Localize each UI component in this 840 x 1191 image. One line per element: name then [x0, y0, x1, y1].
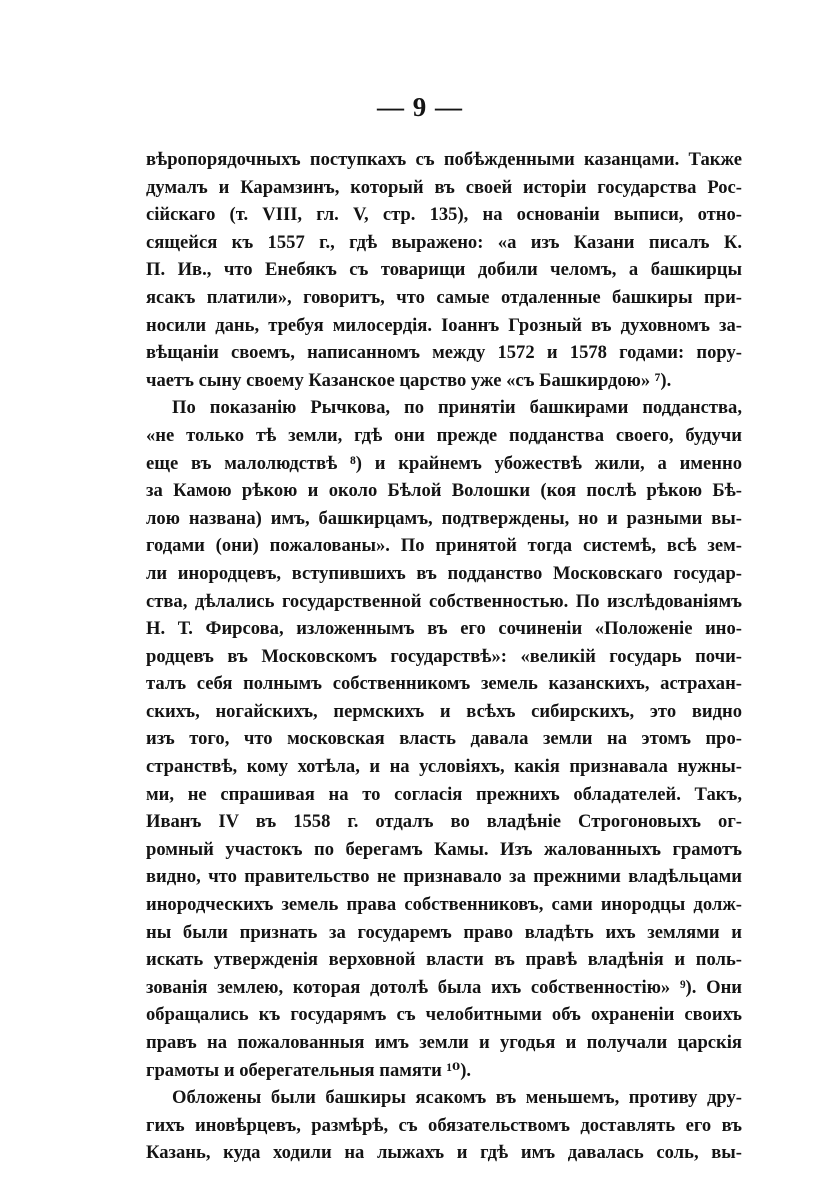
- text-line: правъ на пожалованныя имъ земли и угодья и получали царскія: [146, 1032, 742, 1053]
- text-line: сійскаго (т. VIII, гл. V, стр. 135), на основаніи выписи, отно-: [146, 204, 742, 226]
- text-line: зованія землею, которая дотолѣ была ихъ собственностію» ⁹). Они: [146, 976, 742, 998]
- text-line: за Камою рѣкою и около Бѣлой Волошки (коя послѣ рѣкою Бѣ-: [146, 480, 742, 502]
- text-line: искать утвержденія верховной власти въ правѣ владѣнія и поль-: [146, 949, 742, 971]
- text-line: чаетъ сыну своему Казанское царство уже «съ Башкирдою» ⁷).: [146, 369, 672, 391]
- text-line: лою названа) имъ, башкирцамъ, подтверждены, но и разными вы-: [146, 507, 742, 529]
- text-line: видно, что правительство не признавало за прежними владѣльцами: [146, 866, 742, 888]
- text-line: ли инородцевъ, вступившихъ въ подданство Московскаго государ-: [146, 562, 742, 584]
- text-line: ми, не спрашивая на то согласія прежнихъ обладателей. Такъ,: [146, 783, 742, 805]
- text-line: грамоты и оберегательныя памяти ¹⁰).: [146, 1059, 472, 1081]
- text-line: ромный участокъ по берегамъ Камы. Изъ жалованныхъ грамотъ: [146, 838, 742, 860]
- text-line: П. Ив., что Енебякъ съ товарищи добили челомъ, а башкирцы: [146, 259, 742, 281]
- text-line: ны были признать за государемъ право владѣть ихъ землями и: [146, 921, 742, 943]
- text-line: ства, дѣлались государственной собственностью. По изслѣдованіямъ: [146, 590, 742, 612]
- text-line: вѣщаніи своемъ, написанномъ между 1572 и 1578 годами: пору-: [146, 342, 742, 364]
- text-line: сящейся къ 1557 г., гдѣ выражено: «а изъ Казани писалъ К.: [146, 231, 742, 253]
- text-line: Казань, куда ходили на лыжахъ и гдѣ имъ давалась соль, вы-: [146, 1142, 742, 1164]
- text-line: ясакъ платили», говоритъ, что самые отдаленные башкиры при-: [146, 286, 742, 308]
- text-line: странствѣ, кому хотѣла, и на условіяхъ, какія признавала нужны-: [146, 756, 742, 778]
- text-line: Обложены были башкиры ясакомъ въ меньшемъ, противу дру-: [172, 1087, 742, 1109]
- text-line: Н. Т. Фирсова, изложеннымъ въ его сочиненіи «Положеніе ино-: [146, 618, 742, 640]
- text-line: думалъ и Карамзинъ, который въ своей исторіи государства Рос-: [146, 176, 742, 198]
- text-line: гихъ иновѣрцевъ, размѣрѣ, съ обязательствомъ доставлять его въ: [146, 1114, 742, 1136]
- text-line: еще въ малолюдствѣ ⁸) и крайнемъ убожествѣ жили, а именно: [146, 452, 742, 474]
- text-line: обращались къ государямъ съ челобитными объ охраненіи своихъ: [146, 1004, 742, 1026]
- text-line: скихъ, ногайскихъ, пермскихъ и всѣхъ сибирскихъ, это видно: [146, 700, 742, 722]
- text-line: вѣропорядочныхъ поступкахъ съ побѣжденными казанцами. Также: [146, 149, 742, 170]
- text-line: годами (они) пожалованы». По принятой тогда системѣ, всѣ зем-: [146, 535, 742, 557]
- text-line: родцевъ въ Московскомъ государствѣ»: «великій государь почи-: [146, 645, 742, 667]
- text-line: изъ того, что московская власть давала земли на этомъ про-: [146, 728, 742, 750]
- text-line: носили дань, требуя милосердія. Іоаннъ Грозный въ духовномъ за-: [146, 314, 742, 336]
- body-text: [146, 146, 742, 1167]
- page-number: — 9 —: [377, 92, 463, 122]
- text-line: талъ себя полнымъ собственникомъ земель казанскихъ, астрахан-: [146, 673, 742, 695]
- text-line: По показанію Рычкова, по принятіи башкирами подданства,: [172, 397, 742, 419]
- text-line: «не только тѣ земли, гдѣ они прежде подданства своего, будучи: [146, 424, 742, 446]
- text-line: инородческихъ земель права собственниковъ, сами инородцы долж-: [146, 894, 742, 916]
- text-line: Иванъ IV въ 1558 г. отдалъ во владѣніе Строгоновыхъ ог-: [146, 811, 742, 833]
